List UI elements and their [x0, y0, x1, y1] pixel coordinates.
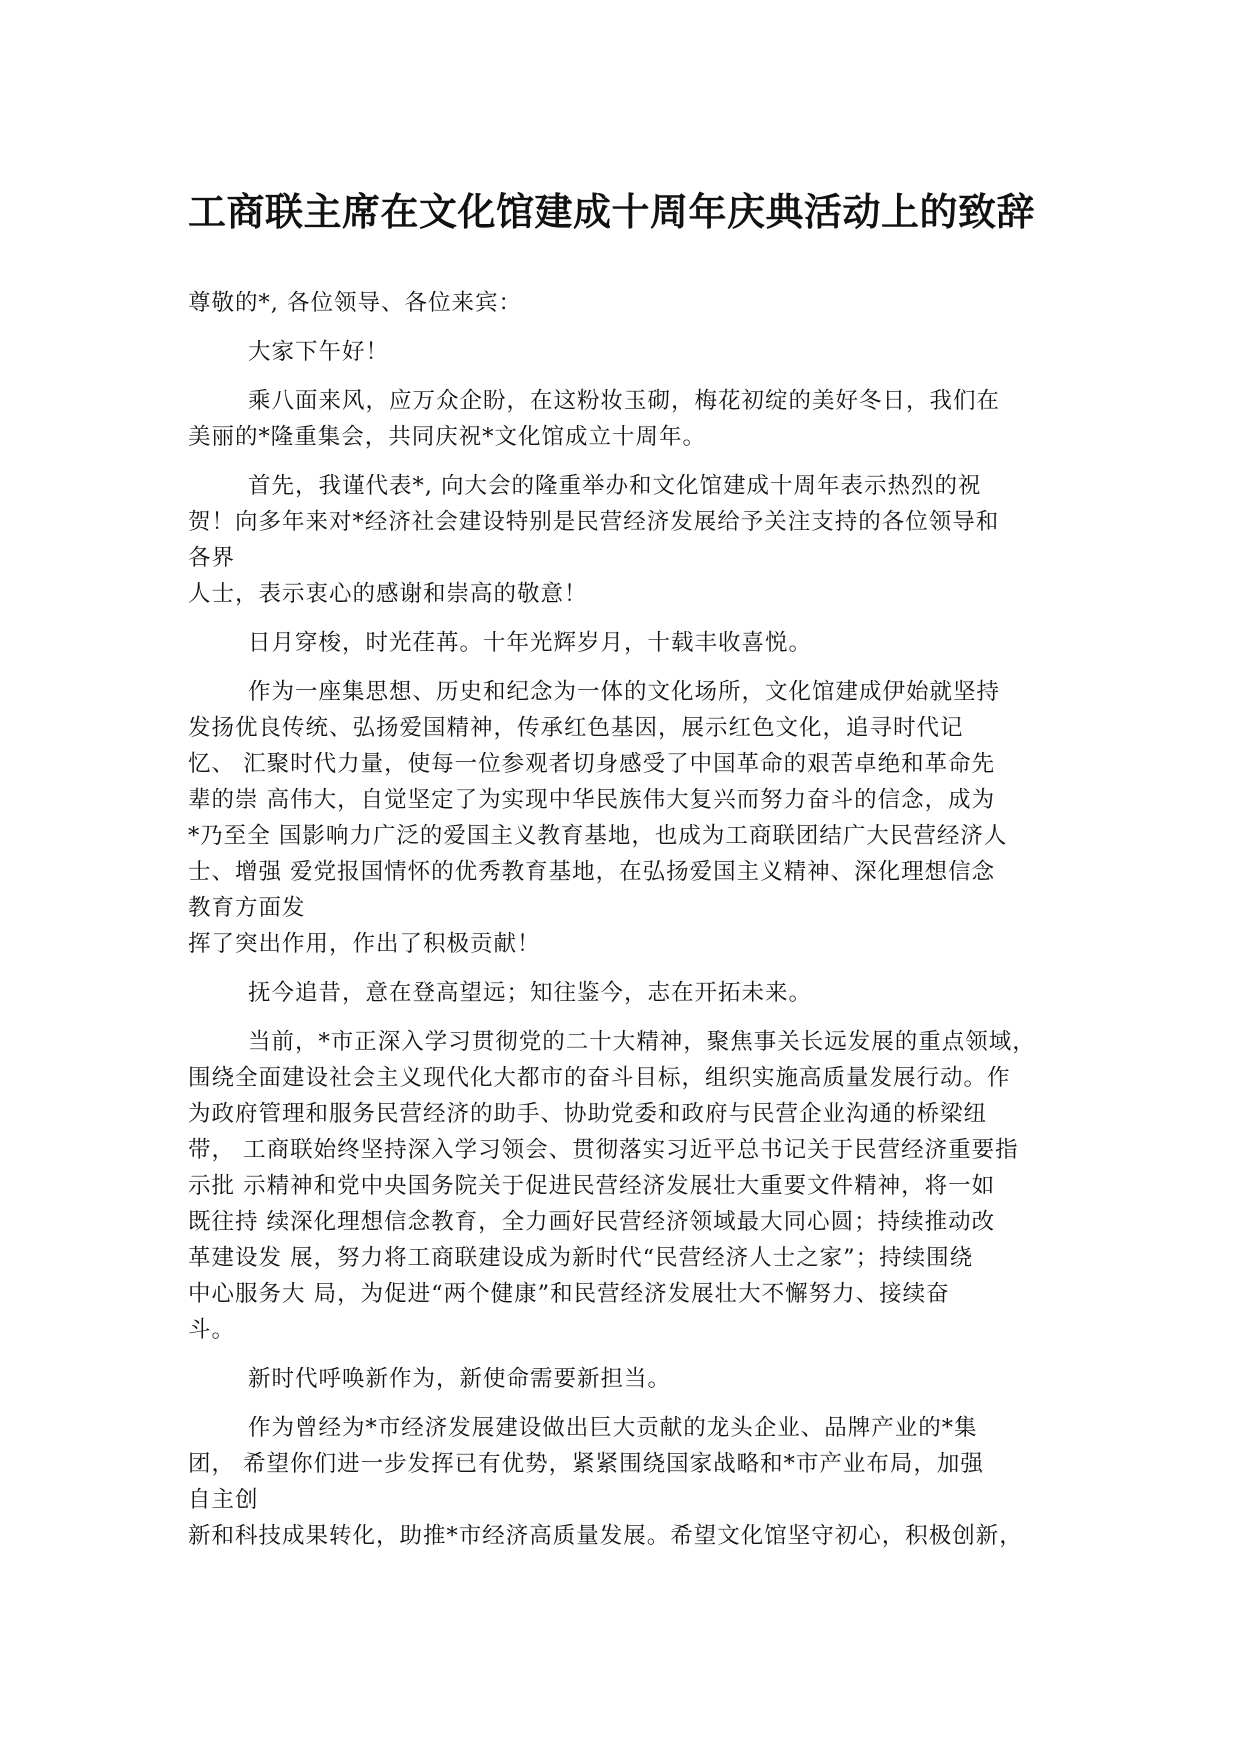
paragraph-line: 带， 工商联始终坚持深入学习领会、贯彻落实习近平总书记关于民营经济重要指 [188, 1137, 1019, 1163]
body-paragraph [188, 1361, 1056, 1397]
paragraph-list [188, 383, 1056, 1554]
paragraph-line: 当前，*市正深入学习贯彻党的二十大精神，聚焦事关长远发展的重点领域， [248, 1029, 1036, 1055]
paragraph-line: 革建设发 展，努力将工商联建设成为新时代“民营经济人士之家”；持续围绕 [188, 1245, 974, 1271]
document-title: 工商联主席在文化馆建成十周年庆典活动上的致辞 [188, 190, 1036, 234]
paragraph-line: 乘八面来风，应万众企盼，在这粉妆玉砌，梅花初绽的美好冬日，我们在 [248, 388, 1001, 414]
paragraph-line: 新和科技成果转化，助推*市经济高质量发展。希望文化馆坚守初心，积极创新， [188, 1523, 1023, 1549]
body-paragraph [188, 674, 1056, 962]
paragraph-line: 团， 希望你们进一步发挥已有优势，紧紧围绕国家战略和*市产业布局，加强 [188, 1451, 984, 1477]
paragraph-line: 发扬优良传统、弘扬爱国精神，传承红色基因，展示红色文化，追寻时代记 [188, 715, 964, 741]
paragraph-line: 辈的崇 高伟大，自觉坚定了为实现中华民族伟大复兴而努力奋斗的信念，成为 [188, 787, 996, 813]
paragraph-line: 新时代呼唤新作为，新使命需要新担当。 [248, 1366, 672, 1392]
paragraph-line: 美丽的*隆重集会，共同庆祝*文化馆成立十周年。 [188, 424, 707, 450]
paragraph-line: 贺！向多年来对*经济社会建设特别是民营经济发展给予关注支持的各位领导和 [188, 509, 1000, 535]
paragraph-line: 斗。 [188, 1317, 236, 1343]
salutation-paragraph [188, 285, 1056, 321]
body-paragraph [188, 1024, 1056, 1348]
paragraph-line: 士、增强 爱党报国情怀的优秀教育基地，在弘扬爱国主义精神、深化理想信念 [188, 859, 996, 885]
greeting-paragraph [188, 334, 1056, 370]
paragraph-line: 围绕全面建设社会主义现代化大都市的奋斗目标，组织实施高质量发展行动。作 [188, 1065, 1011, 1091]
salutation: 尊敬的*, 各位领导、各位来宾： [188, 290, 523, 316]
paragraph-line: 首先，我谨代表*, 向大会的隆重举办和文化馆建成十周年表示热烈的祝 [248, 473, 982, 499]
body-paragraph [188, 383, 1056, 455]
paragraph-line: 作为曾经为*市经济发展建设做出巨大贡献的龙头企业、品牌产业的*集 [248, 1415, 978, 1441]
body-paragraph [188, 625, 1056, 661]
paragraph-line: 示批 示精神和党中央国务院关于促进民营经济发展壮大重要文件精神，将一如 [188, 1173, 996, 1199]
paragraph-line: 既往持 续深化理想信念教育，全力画好民营经济领域最大同心圆；持续推动改 [188, 1209, 996, 1235]
paragraph-line: 各界 [188, 545, 236, 571]
paragraph-line: 挥了突出作用，作出了积极贡献！ [188, 931, 541, 957]
paragraph-line: 人士，表示衷心的感谢和崇高的敬意！ [188, 581, 588, 607]
paragraph-line: *乃至全 国影响力广泛的爱国主义教育基地，也成为工商联团结广大民营经济人 [188, 823, 1008, 849]
paragraph-line: 忆、 汇聚时代力量，使每一位参观者切身感受了中国革命的艰苦卓绝和革命先 [188, 751, 996, 777]
paragraph-line: 自主创 [188, 1487, 259, 1513]
greeting: 大家下午好！ [248, 339, 390, 365]
paragraph-line: 作为一座集思想、历史和纪念为一体的文化场所，文化馆建成伊始就坚持 [248, 679, 1001, 705]
paragraph-line: 教育方面发 [188, 895, 306, 921]
paragraph-line: 抚今追昔，意在登高望远；知往鉴今，志在开拓未来。 [248, 980, 813, 1006]
body-paragraph [188, 975, 1056, 1011]
document-body [188, 285, 1056, 1567]
paragraph-line: 中心服务大 局，为促进“两个健康”和民营经济发展壮大不懈努力、接续奋 [188, 1281, 950, 1307]
paragraph-line: 日月穿梭，时光荏苒。十年光辉岁月，十载丰收喜悦。 [248, 630, 813, 656]
body-paragraph [188, 468, 1056, 612]
paragraph-line: 为政府管理和服务民营经济的助手、协助党委和政府与民营企业沟通的桥梁纽 [188, 1101, 988, 1127]
body-paragraph [188, 1410, 1056, 1554]
